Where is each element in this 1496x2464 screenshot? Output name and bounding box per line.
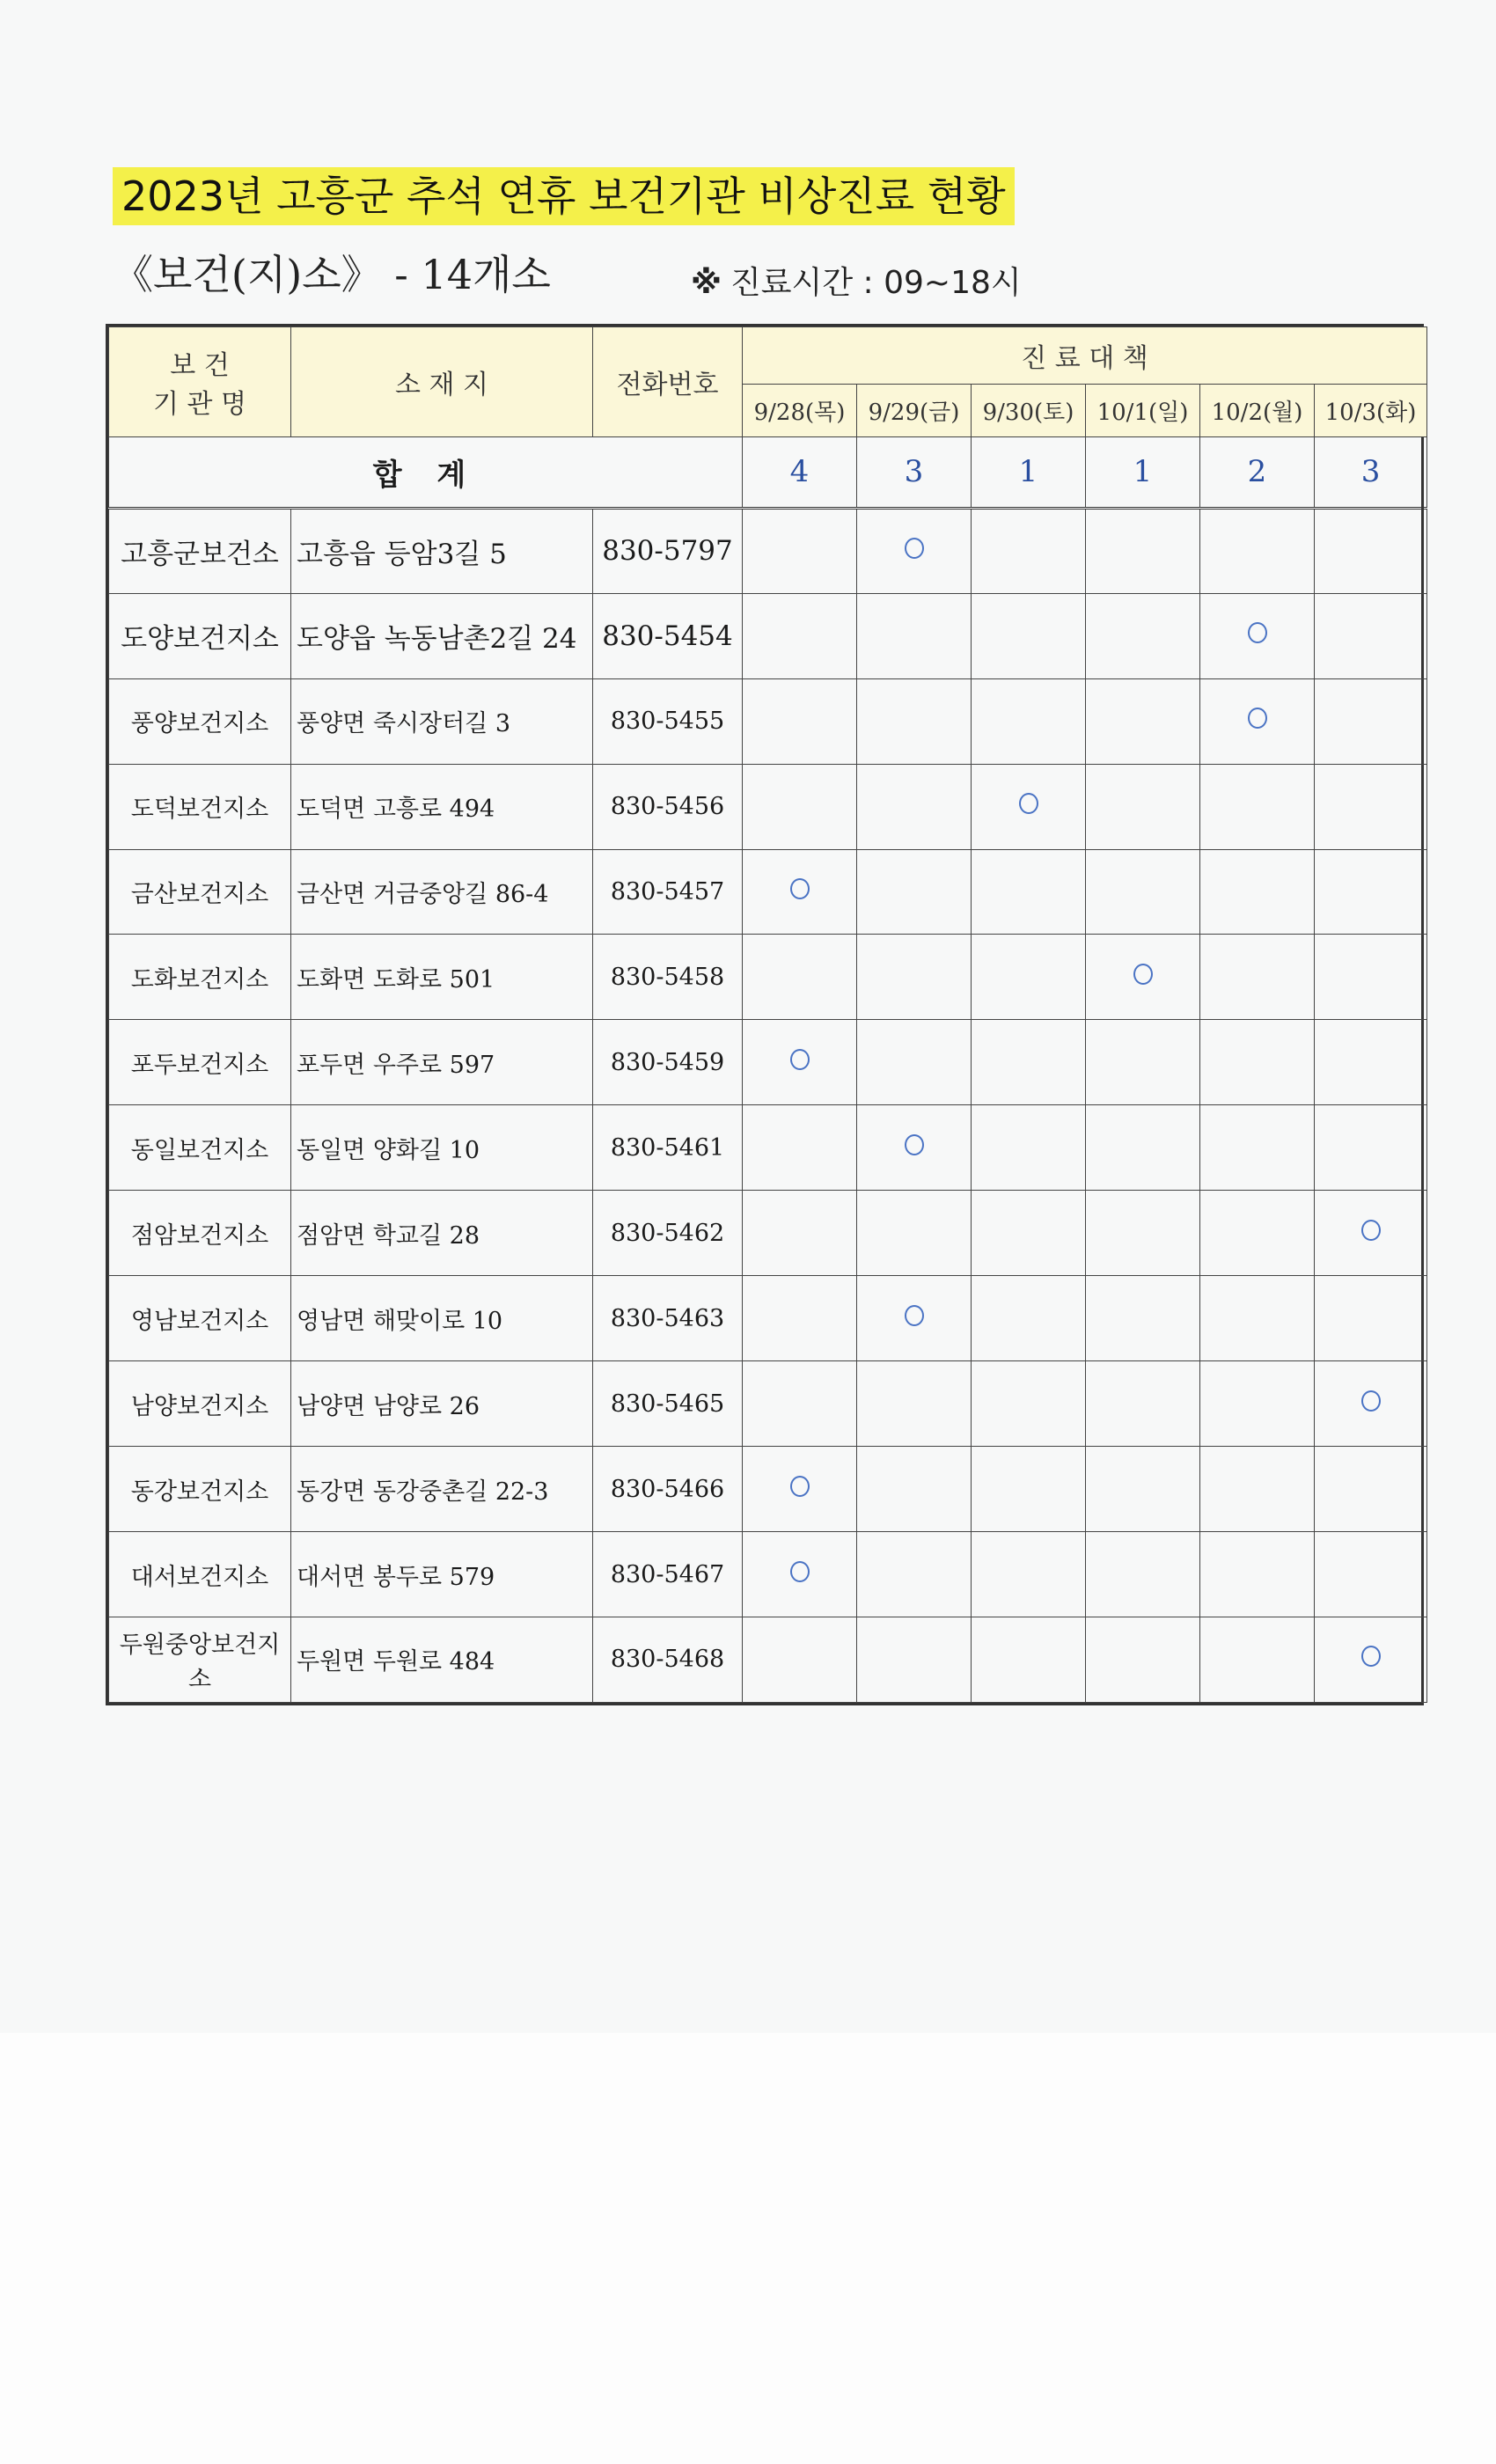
day-cell: [857, 1191, 972, 1276]
clinic-phone: 830-5458: [593, 935, 743, 1020]
day-cell: [743, 1447, 857, 1532]
day-cell: [1315, 593, 1427, 678]
day-cell: [1200, 593, 1315, 678]
clinic-phone: 830-5467: [593, 1532, 743, 1617]
day-cell: [743, 1532, 857, 1617]
clinic-name: 도덕보건지소: [109, 764, 291, 849]
header-date: 10/3(화): [1315, 385, 1427, 437]
header-org-line2: 기 관 명: [152, 389, 246, 420]
clinic-address: 두원면 두원로 484: [291, 1617, 593, 1702]
day-cell: [1315, 935, 1427, 1020]
open-circle-icon: [790, 1561, 810, 1582]
day-cell: [972, 764, 1086, 849]
document-subtitle: 《보건(지)소》 - 14개소: [113, 251, 551, 298]
open-circle-icon: [1361, 1220, 1381, 1241]
day-cell: [857, 593, 972, 678]
clinic-name: 동일보건지소: [109, 1105, 291, 1191]
open-circle-icon: [905, 1305, 924, 1326]
day-cell: [1315, 849, 1427, 935]
clinic-phone: 830-5462: [593, 1191, 743, 1276]
day-cell: [1086, 764, 1200, 849]
day-cell: [743, 764, 857, 849]
day-cell: [972, 935, 1086, 1020]
day-cell: [1315, 508, 1427, 593]
day-cell: [972, 508, 1086, 593]
summary-row: [109, 437, 1427, 509]
day-cell: [1200, 1276, 1315, 1361]
day-cell: [743, 1191, 857, 1276]
clinic-phone: 830-5457: [593, 849, 743, 935]
clinic-name: 금산보건지소: [109, 849, 291, 935]
summary-count: 2: [1200, 437, 1315, 509]
document-title: 2023년 고흥군 추석 연휴 보건기관 비상진료 현황: [113, 167, 1015, 225]
table-row: [109, 1276, 1427, 1361]
clinic-hours-text: 진료시간 : 09~18시: [730, 265, 1022, 301]
day-cell: [1315, 1447, 1427, 1532]
summary-count: 3: [857, 437, 972, 509]
header-date: 9/28(목): [743, 385, 857, 437]
table-row: [109, 508, 1427, 593]
table-row: [109, 1105, 1427, 1191]
day-cell: [1086, 935, 1200, 1020]
day-cell: [743, 593, 857, 678]
clinic-address: 금산면 거금중앙길 86-4: [291, 849, 593, 935]
day-cell: [1086, 1276, 1200, 1361]
clinic-phone: 830-5463: [593, 1276, 743, 1361]
day-cell: [1200, 1105, 1315, 1191]
day-cell: [1086, 593, 1200, 678]
day-cell: [743, 935, 857, 1020]
clinic-name: 포두보건지소: [109, 1020, 291, 1105]
clinic-phone: 830-5468: [593, 1617, 743, 1702]
clinic-address: 고흥읍 등암3길 5: [291, 508, 593, 593]
day-cell: [857, 1447, 972, 1532]
day-cell: [1200, 1532, 1315, 1617]
summary-count: 3: [1315, 437, 1427, 509]
day-cell: [857, 1020, 972, 1105]
header-org-line1: 보 건: [170, 350, 230, 381]
table-row: [109, 1447, 1427, 1532]
day-cell: [1200, 508, 1315, 593]
open-circle-icon: [790, 878, 810, 899]
note-mark: ※: [691, 265, 722, 301]
table-row: [109, 1020, 1427, 1105]
day-cell: [1315, 678, 1427, 764]
day-cell: [1086, 1447, 1200, 1532]
day-cell: [1315, 1105, 1427, 1191]
clinic-address: 남양면 남양로 26: [291, 1361, 593, 1447]
day-cell: [972, 1105, 1086, 1191]
clinic-name: 두원중앙보건지소: [109, 1617, 291, 1702]
open-circle-icon: [1248, 622, 1267, 643]
day-cell: [857, 1105, 972, 1191]
table-row: [109, 1361, 1427, 1447]
summary-label: 합 계: [109, 437, 743, 509]
day-cell: [1315, 1191, 1427, 1276]
clinic-name: 도화보건지소: [109, 935, 291, 1020]
day-cell: [857, 935, 972, 1020]
day-cell: [972, 849, 1086, 935]
day-cell: [857, 678, 972, 764]
day-cell: [857, 1532, 972, 1617]
day-cell: [1200, 935, 1315, 1020]
summary-count: 4: [743, 437, 857, 509]
day-cell: [743, 678, 857, 764]
day-cell: [972, 678, 1086, 764]
open-circle-icon: [1361, 1646, 1381, 1667]
clinic-address: 대서면 봉두로 579: [291, 1532, 593, 1617]
clinic-address: 동강면 동강중촌길 22-3: [291, 1447, 593, 1532]
header-date: 9/29(금): [857, 385, 972, 437]
open-circle-icon: [1133, 964, 1153, 985]
header-plan: 진 료 대 책: [743, 327, 1427, 385]
day-cell: [972, 1191, 1086, 1276]
day-cell: [743, 1276, 857, 1361]
header-location: 소 재 지: [291, 327, 593, 437]
clinic-name: 영남보건지소: [109, 1276, 291, 1361]
day-cell: [857, 508, 972, 593]
clinic-name: 동강보건지소: [109, 1447, 291, 1532]
day-cell: [1086, 1361, 1200, 1447]
clinic-address: 도화면 도화로 501: [291, 935, 593, 1020]
clinic-address: 도양읍 녹동남촌2길 24: [291, 593, 593, 678]
day-cell: [743, 849, 857, 935]
day-cell: [1200, 849, 1315, 935]
clinic-name: 대서보건지소: [109, 1532, 291, 1617]
clinic-address: 영남면 해맞이로 10: [291, 1276, 593, 1361]
clinic-name: 점암보건지소: [109, 1191, 291, 1276]
day-cell: [972, 593, 1086, 678]
clinic-phone: 830-5797: [593, 508, 743, 593]
table-row: [109, 678, 1427, 764]
open-circle-icon: [790, 1476, 810, 1497]
day-cell: [972, 1532, 1086, 1617]
clinic-phone: 830-5456: [593, 764, 743, 849]
day-cell: [972, 1447, 1086, 1532]
open-circle-icon: [790, 1049, 810, 1070]
clinic-phone: 830-5459: [593, 1020, 743, 1105]
open-circle-icon: [905, 538, 924, 559]
clinic-phone: 830-5455: [593, 678, 743, 764]
table-row: [109, 764, 1427, 849]
clinic-address: 풍양면 죽시장터길 3: [291, 678, 593, 764]
day-cell: [743, 1020, 857, 1105]
clinic-name: 풍양보건지소: [109, 678, 291, 764]
day-cell: [1200, 1191, 1315, 1276]
day-cell: [1086, 508, 1200, 593]
clinic-name: 도양보건지소: [109, 593, 291, 678]
clinic-phone: 830-5461: [593, 1105, 743, 1191]
day-cell: [972, 1361, 1086, 1447]
table-row: [109, 1617, 1427, 1702]
day-cell: [1315, 1020, 1427, 1105]
day-cell: [1200, 1020, 1315, 1105]
day-cell: [1086, 1020, 1200, 1105]
day-cell: [1315, 1361, 1427, 1447]
clinic-hours: [691, 258, 1022, 303]
open-circle-icon: [1361, 1390, 1381, 1412]
clinic-address: 점암면 학교길 28: [291, 1191, 593, 1276]
clinic-phone: 830-5465: [593, 1361, 743, 1447]
open-circle-icon: [1019, 793, 1038, 814]
day-cell: [857, 764, 972, 849]
clinic-address: 포두면 우주로 597: [291, 1020, 593, 1105]
table-row: [109, 1191, 1427, 1276]
clinic-name: 남양보건지소: [109, 1361, 291, 1447]
day-cell: [1086, 1617, 1200, 1702]
table-row: [109, 935, 1427, 1020]
day-cell: [1315, 1617, 1427, 1702]
day-cell: [1200, 1361, 1315, 1447]
day-cell: [1315, 764, 1427, 849]
day-cell: [1086, 849, 1200, 935]
day-cell: [1315, 1276, 1427, 1361]
day-cell: [857, 1361, 972, 1447]
header-date: 10/1(일): [1086, 385, 1200, 437]
header-phone: 전화번호: [593, 327, 743, 437]
day-cell: [857, 849, 972, 935]
day-cell: [1200, 678, 1315, 764]
day-cell: [857, 1276, 972, 1361]
day-cell: [1315, 1532, 1427, 1617]
day-cell: [743, 508, 857, 593]
table-row: [109, 593, 1427, 678]
summary-count: 1: [1086, 437, 1200, 509]
open-circle-icon: [905, 1134, 924, 1155]
day-cell: [972, 1020, 1086, 1105]
open-circle-icon: [1248, 708, 1267, 729]
day-cell: [972, 1617, 1086, 1702]
day-cell: [857, 1617, 972, 1702]
table-row: [109, 849, 1427, 935]
clinic-name: 고흥군보건소: [109, 508, 291, 593]
clinic-address: 도덕면 고흥로 494: [291, 764, 593, 849]
clinic-table: [106, 324, 1424, 1705]
day-cell: [1086, 1191, 1200, 1276]
header-org: [109, 327, 291, 437]
day-cell: [1086, 1105, 1200, 1191]
day-cell: [1200, 1617, 1315, 1702]
day-cell: [743, 1617, 857, 1702]
header-date: 10/2(월): [1200, 385, 1315, 437]
day-cell: [1086, 678, 1200, 764]
clinic-address: 동일면 양화길 10: [291, 1105, 593, 1191]
clinic-phone: 830-5466: [593, 1447, 743, 1532]
day-cell: [972, 1276, 1086, 1361]
clinic-phone: 830-5454: [593, 593, 743, 678]
summary-count: 1: [972, 437, 1086, 509]
day-cell: [1200, 1447, 1315, 1532]
header-date: 9/30(토): [972, 385, 1086, 437]
day-cell: [743, 1361, 857, 1447]
day-cell: [1086, 1532, 1200, 1617]
table-row: [109, 1532, 1427, 1617]
day-cell: [1200, 764, 1315, 849]
day-cell: [743, 1105, 857, 1191]
